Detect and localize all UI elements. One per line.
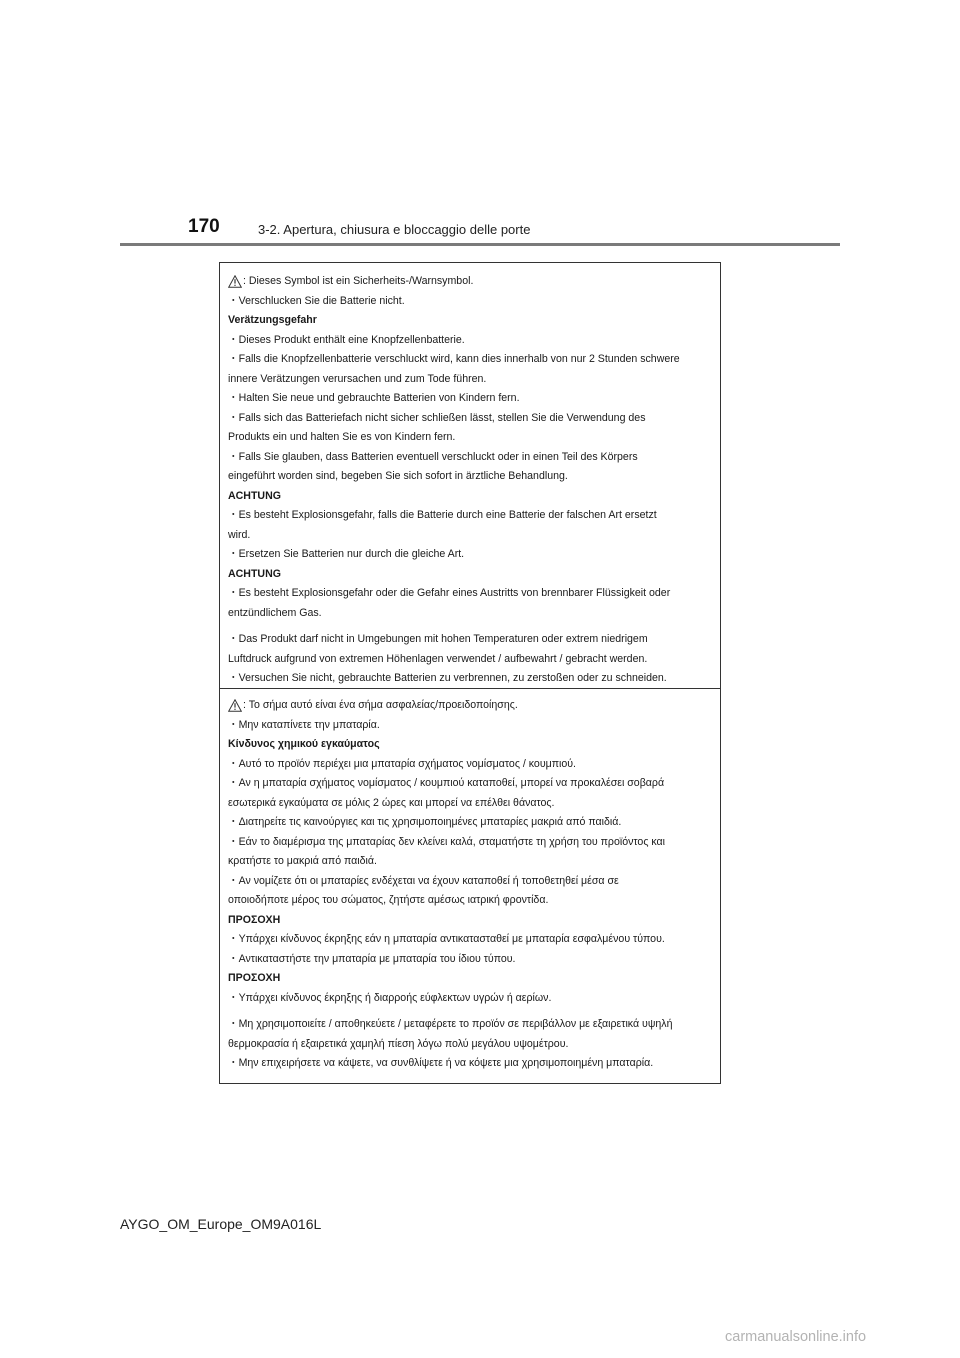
page-number: 170 — [188, 216, 220, 237]
warning-heading: ΠΡΟΣΟΧΗ — [228, 913, 281, 926]
warning-heading: ACHTUNG — [228, 567, 281, 580]
warning-text-line: ・Μη χρησιμοποιείτε / αποθηκεύετε / μεταφέρετε το προϊόν σε περιβάλλον με εξαιρετικά υψηλή — [228, 1018, 673, 1030]
warning-panel-greek — [220, 688, 720, 1074]
warning-text-line: innere Verätzungen verursachen und zum Tode führen. — [228, 372, 487, 385]
warning-text-line: ・Εάν το διαμέρισμα της μπαταρίας δεν κλείνει καλά, σταματήστε τη χρήση του προϊόντος και — [228, 835, 666, 848]
lines-german — [228, 292, 712, 689]
warning-text-line: ・Μην καταπίνετε την μπαταρία. — [228, 718, 380, 731]
header-rule — [120, 243, 840, 246]
warning-heading: Verätzungsgefahr — [228, 314, 317, 326]
warning-text-line: Luftdruck aufgrund von extremen Höhenlagen verwendet / aufbewahrt / gebracht werden. — [228, 652, 648, 665]
warning-triangle-icon — [228, 699, 242, 712]
warning-text-line: ・Αν η μπαταρία σχήματος νομίσματος / κουμπιού καταποθεί, μπορεί να προκαλέσει σοβαρά — [228, 777, 665, 789]
warning-box — [219, 262, 721, 1084]
warning-text-line: ・Falls die Knopfzellenbatterie verschluckt wird, kann dies innerhalb von nur 2 Stunden schwere — [228, 353, 680, 365]
warning-text-line: ・Es besteht Explosionsgefahr oder die Gefahr eines Austritts von brennbarer Flüssigkeit oder — [228, 587, 671, 599]
warning-text-line: ・Halten Sie neue und gebrauchte Batterien von Kindern fern. — [228, 392, 520, 404]
document-code: AYGO_OM_Europe_OM9A016L — [120, 1216, 322, 1232]
warning-text-line: ・Αντικαταστήστε την μπαταρία με μπαταρία του ίδιου τύπου. — [228, 952, 516, 965]
warning-text-line: wird. — [228, 528, 251, 541]
warning-text-line: ・Verschlucken Sie die Batterie nicht. — [228, 294, 405, 307]
warning-text-line: ・Υπάρχει κίνδυνος έκρηξης εάν η μπαταρία αντικατασταθεί με μπαταρία εσφαλμένου τύπου. — [228, 933, 665, 945]
warning-text-line: θερμοκρασία ή εξαιρετικά χαμηλή πίεση λόγω πολύ μεγάλου υψομέτρου. — [228, 1037, 569, 1050]
symbol-text-german: : Dieses Symbol ist ein Sicherheits-/Warnsymbol. — [243, 275, 474, 287]
warning-text-line: ・Versuchen Sie nicht, gebrauchte Batterien zu verbrennen, zu zerstoßen oder zu schneiden. — [228, 672, 667, 684]
section-title: 3-2. Apertura, chiusura e bloccaggio delle porte — [258, 222, 531, 237]
warning-text-line: ・Αν νομίζετε ότι οι μπαταρίες ενδέχεται να έχουν καταποθεί ή τοποθετηθεί μέσα σε — [228, 874, 619, 887]
warning-text-line: entzündlichem Gas. — [228, 606, 322, 619]
warning-heading: ΠΡΟΣΟΧΗ — [228, 972, 281, 984]
warning-heading: ACHTUNG — [228, 489, 281, 502]
warning-text-line: εσωτερικά εγκαύματα σε μόλις 2 ώρες και μπορεί να επέλθει θάνατος. — [228, 796, 555, 809]
warning-triangle-icon — [228, 275, 242, 288]
warning-text-line: ・Αυτό το προϊόν περιέχει μια μπαταρία σχήματος νομίσματος / κουμπιού. — [228, 757, 577, 770]
warning-text-line: οποιοδήποτε μέρος του σώματος, ζητήστε αμέσως ιατρική φροντίδα. — [228, 894, 549, 906]
lines-greek — [228, 716, 712, 1074]
warning-text-line: ・Falls Sie glauben, dass Batterien eventuell verschluckt oder in einen Teil des Körpers — [228, 450, 638, 463]
warning-text-line: ・Es besteht Explosionsgefahr, falls die Batterie durch eine Batterie der falschen Art ersetzt — [228, 509, 657, 521]
watermark: carmanualsonline.info — [725, 1329, 867, 1345]
warning-text-line: ・Διατηρείτε τις καινούργιες και τις χρησιμοποιημένες μπαταρίες μακριά από παιδιά. — [228, 816, 622, 828]
warning-text-line: Produkts ein und halten Sie es von Kindern fern. — [228, 431, 456, 443]
warning-text-line: ・Ersetzen Sie Batterien nur durch die gleiche Art. — [228, 548, 465, 560]
warning-panel-german — [220, 272, 720, 689]
warning-text-line: ・Μην επιχειρήσετε να κάψετε, να συνθλίψετε ή να κόψετε μια χρησιμοποιημένη μπαταρία. — [228, 1057, 654, 1069]
warning-text-line: κρατήστε το μακριά από παιδιά. — [228, 855, 377, 867]
symbol-text-greek: : Το σήμα αυτό είναι ένα σήμα ασφαλείας/προειδοποίησης. — [243, 699, 518, 711]
warning-text-line: ・Υπάρχει κίνδυνος έκρηξης ή διαρροής εύφλεκτων υγρών ή αερίων. — [228, 991, 552, 1004]
warning-text-line: ・Das Produkt darf nicht in Umgebungen mit hohen Temperaturen oder extrem niedrigem — [228, 633, 648, 645]
warning-text-line: eingeführt worden sind, begeben Sie sich sofort in ärztliche Behandlung. — [228, 470, 568, 482]
symbol-line-greek — [228, 696, 712, 716]
warning-heading: Κίνδυνος χημικού εγκαύματος — [228, 738, 380, 750]
symbol-line-german — [228, 272, 712, 292]
warning-text-line: ・Dieses Produkt enthält eine Knopfzellenbatterie. — [228, 333, 465, 346]
warning-text-line: ・Falls sich das Batteriefach nicht sicher schließen lässt, stellen Sie die Verwendung des — [228, 411, 646, 424]
